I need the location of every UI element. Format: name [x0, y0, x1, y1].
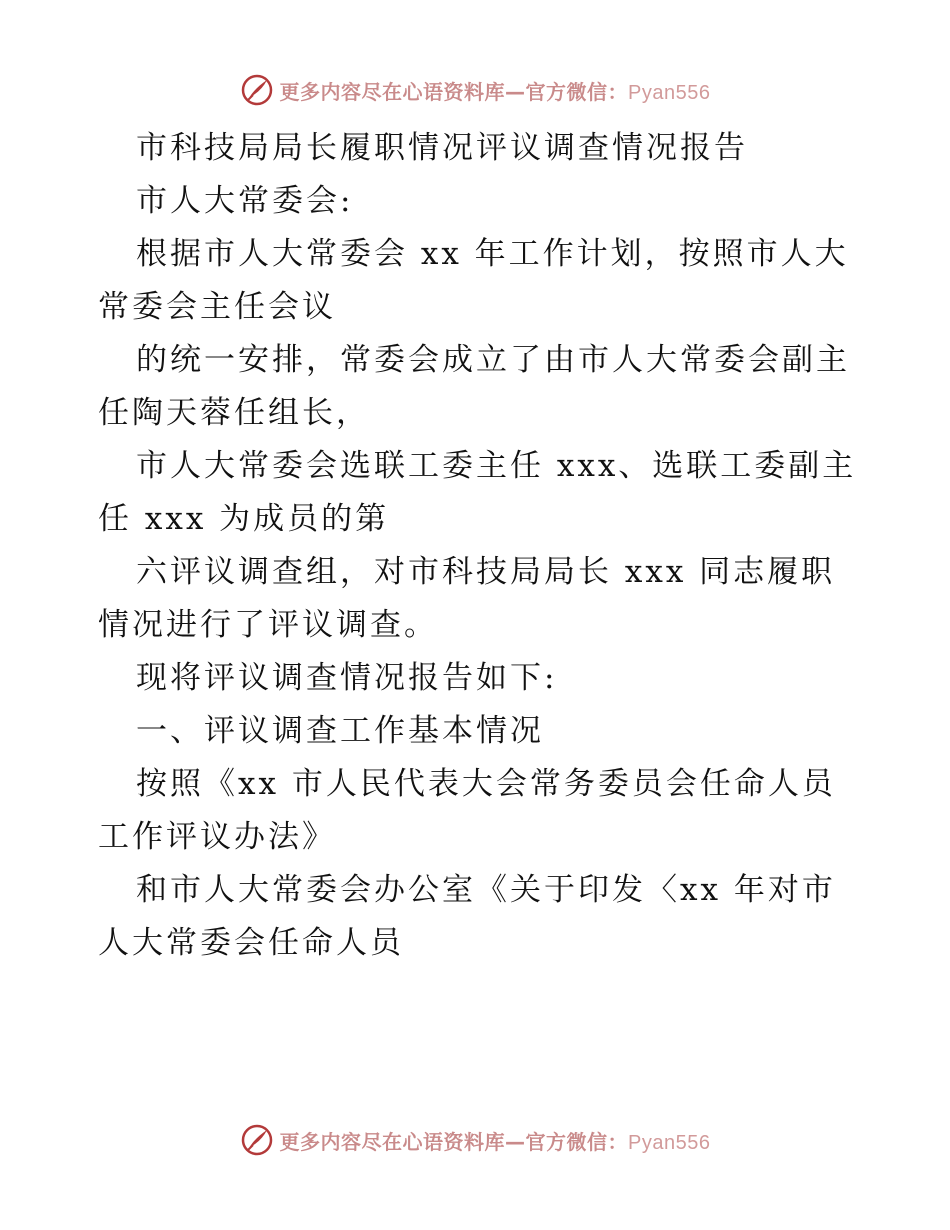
watermark-text	[280, 76, 711, 105]
header-watermark	[0, 70, 950, 110]
watermark-label: 更多内容尽在心语资料库—官方微信：	[279, 79, 629, 104]
watermark-account: Pyan556	[628, 81, 711, 104]
paragraph: 按照《xx 市人民代表大会常务委员会任命人员工作评议办法》	[98, 766, 836, 855]
paragraph: 六评议调查组，对市科技局局长 xxx 同志履职情况进行了评议调查。	[98, 554, 836, 643]
section-heading: 一、评议调查工作基本情况	[136, 713, 544, 749]
watermark-text	[280, 1126, 711, 1155]
quill-pen-logo-icon	[240, 1123, 274, 1157]
paragraph: 现将评议调查情况报告如下:	[136, 660, 558, 696]
quill-pen-logo-icon	[240, 73, 274, 107]
watermark-account: Pyan556	[628, 1131, 711, 1154]
paragraph: 市人大常委会选联工委主任 xxx、选联工委副主任 xxx 为成员的第	[98, 448, 857, 537]
paragraph: 根据市人大常委会 xx 年工作计划，按照市人大常委会主任会议	[98, 236, 849, 325]
document-body	[98, 122, 858, 970]
footer-watermark	[0, 1120, 950, 1160]
paragraph: 的统一安排，常委会成立了由市人大常委会副主任陶天蓉任组长，	[98, 342, 850, 431]
watermark-label: 更多内容尽在心语资料库—官方微信：	[279, 1129, 629, 1154]
paragraph: 和市人大常委会办公室《关于印发〈xx 年对市人大常委会任命人员	[98, 872, 836, 961]
salutation: 市人大常委会:	[136, 183, 354, 219]
document-title: 市科技局局长履职情况评议调查情况报告	[136, 130, 748, 166]
